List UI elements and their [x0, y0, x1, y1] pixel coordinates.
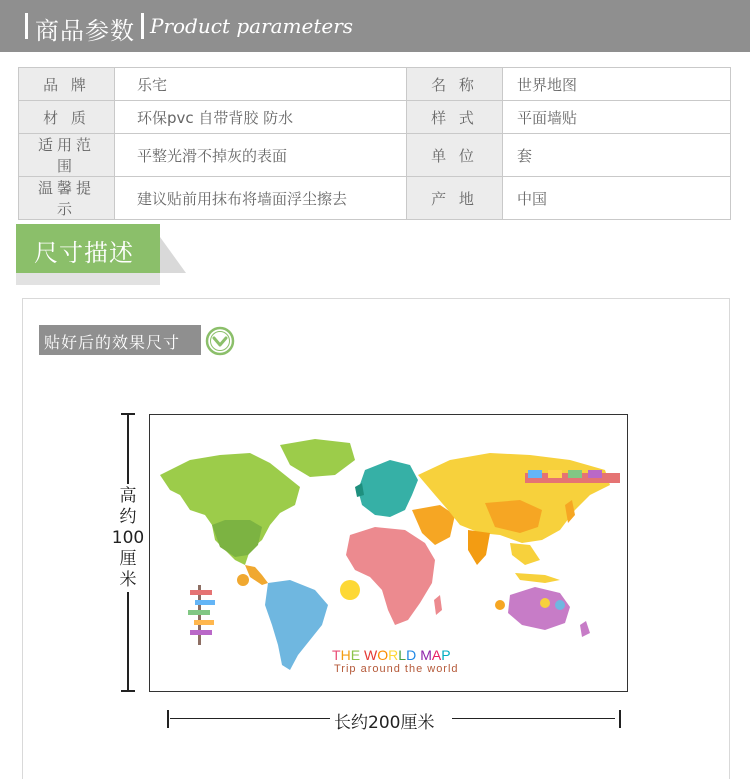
param-value: 套 [503, 134, 731, 177]
param-key: 名 称 [407, 68, 503, 101]
map-title-letter: M [420, 647, 432, 663]
table-row [19, 68, 731, 101]
height-label [108, 486, 148, 591]
chevron-down-circle-icon [205, 326, 235, 356]
param-key: 产 地 [407, 177, 503, 220]
map-indonesia [515, 573, 560, 583]
section-heading-shadow [16, 273, 160, 285]
param-key: 温馨提示 [19, 177, 115, 220]
section-heading-label: 尺寸描述 [34, 239, 134, 267]
map-sign [190, 630, 212, 635]
header-title-en: Product parameters [150, 14, 354, 38]
section-heading-tail [160, 237, 186, 273]
param-value: 环保pvc 自带背胶 防水 [115, 101, 407, 134]
table-row [19, 177, 731, 220]
map-sign [188, 610, 210, 615]
map-greenland [280, 439, 355, 477]
param-value: 中国 [503, 177, 731, 220]
map-title-letter: A [431, 647, 442, 663]
height-ruler-cap-bottom [121, 690, 135, 692]
map-madagascar [434, 595, 442, 615]
map-title-letter: H [340, 647, 351, 663]
map-europe [358, 460, 418, 517]
param-value: 平面墙贴 [503, 101, 731, 134]
map-sign [194, 620, 214, 625]
map-title [332, 647, 451, 663]
effect-size-label: 贴好后的效果尺寸 [44, 333, 181, 352]
height-label-char: 厘 [119, 549, 137, 569]
width-ruler-line [452, 718, 615, 719]
header-divider-right [141, 13, 144, 39]
map-title-letter: L [398, 647, 407, 663]
map-title-letter: R [388, 647, 399, 663]
world-map-image [149, 414, 628, 692]
map-new-zealand [580, 621, 590, 637]
map-balloon [237, 574, 249, 586]
height-ruler-line [127, 592, 129, 690]
param-key: 材 质 [19, 101, 115, 134]
map-title-letter: E [350, 647, 361, 663]
map-africa [346, 527, 435, 625]
table-row [19, 101, 731, 134]
effect-size-tag [39, 325, 201, 355]
header-divider-left [25, 13, 28, 39]
param-key: 单 位 [407, 134, 503, 177]
map-india [468, 530, 490, 565]
map-train-car [568, 470, 582, 478]
map-balloon [555, 600, 565, 610]
height-label-char: 米 [119, 570, 137, 590]
param-value: 乐宅 [115, 68, 407, 101]
map-title-letter: P [441, 647, 451, 663]
map-train-car [528, 470, 542, 478]
width-label: 长约200厘米 [334, 713, 435, 733]
header-title-cn: 商品参数 [35, 17, 135, 45]
map-title-letter: D [406, 647, 417, 663]
param-key: 样 式 [407, 101, 503, 134]
width-ruler-cap-right [619, 710, 621, 728]
map-usa [212, 520, 262, 557]
map-title-letter: O [377, 647, 389, 663]
height-ruler-line [127, 414, 129, 484]
map-sign [195, 600, 215, 605]
map-sun [340, 580, 360, 600]
map-balloon [495, 600, 505, 610]
height-label-char: 高 [119, 486, 137, 506]
param-value: 建议贴前用抹布将墙面浮尘擦去 [115, 177, 407, 220]
width-ruler-line [170, 718, 330, 719]
map-subtitle: Trip around the world [334, 663, 459, 675]
params-table [18, 67, 731, 220]
map-south-america [265, 580, 328, 670]
section-heading [16, 224, 160, 273]
width-ruler-cap-left [167, 710, 169, 728]
map-train-car [588, 470, 602, 478]
param-key: 品 牌 [19, 68, 115, 101]
map-train-car [548, 470, 562, 478]
map-sign [190, 590, 212, 595]
map-balloon [540, 598, 550, 608]
height-label-value: 100 [111, 528, 145, 548]
header-bar [0, 0, 750, 52]
map-southeast-asia [510, 543, 540, 565]
param-value: 世界地图 [503, 68, 731, 101]
height-label-char: 约 [119, 507, 137, 527]
map-title-letter: W [364, 647, 378, 663]
table-row [19, 134, 731, 177]
map-title-letter: T [332, 647, 341, 663]
param-key: 适用范围 [19, 134, 115, 177]
param-value: 平整光滑不掉灰的表面 [115, 134, 407, 177]
